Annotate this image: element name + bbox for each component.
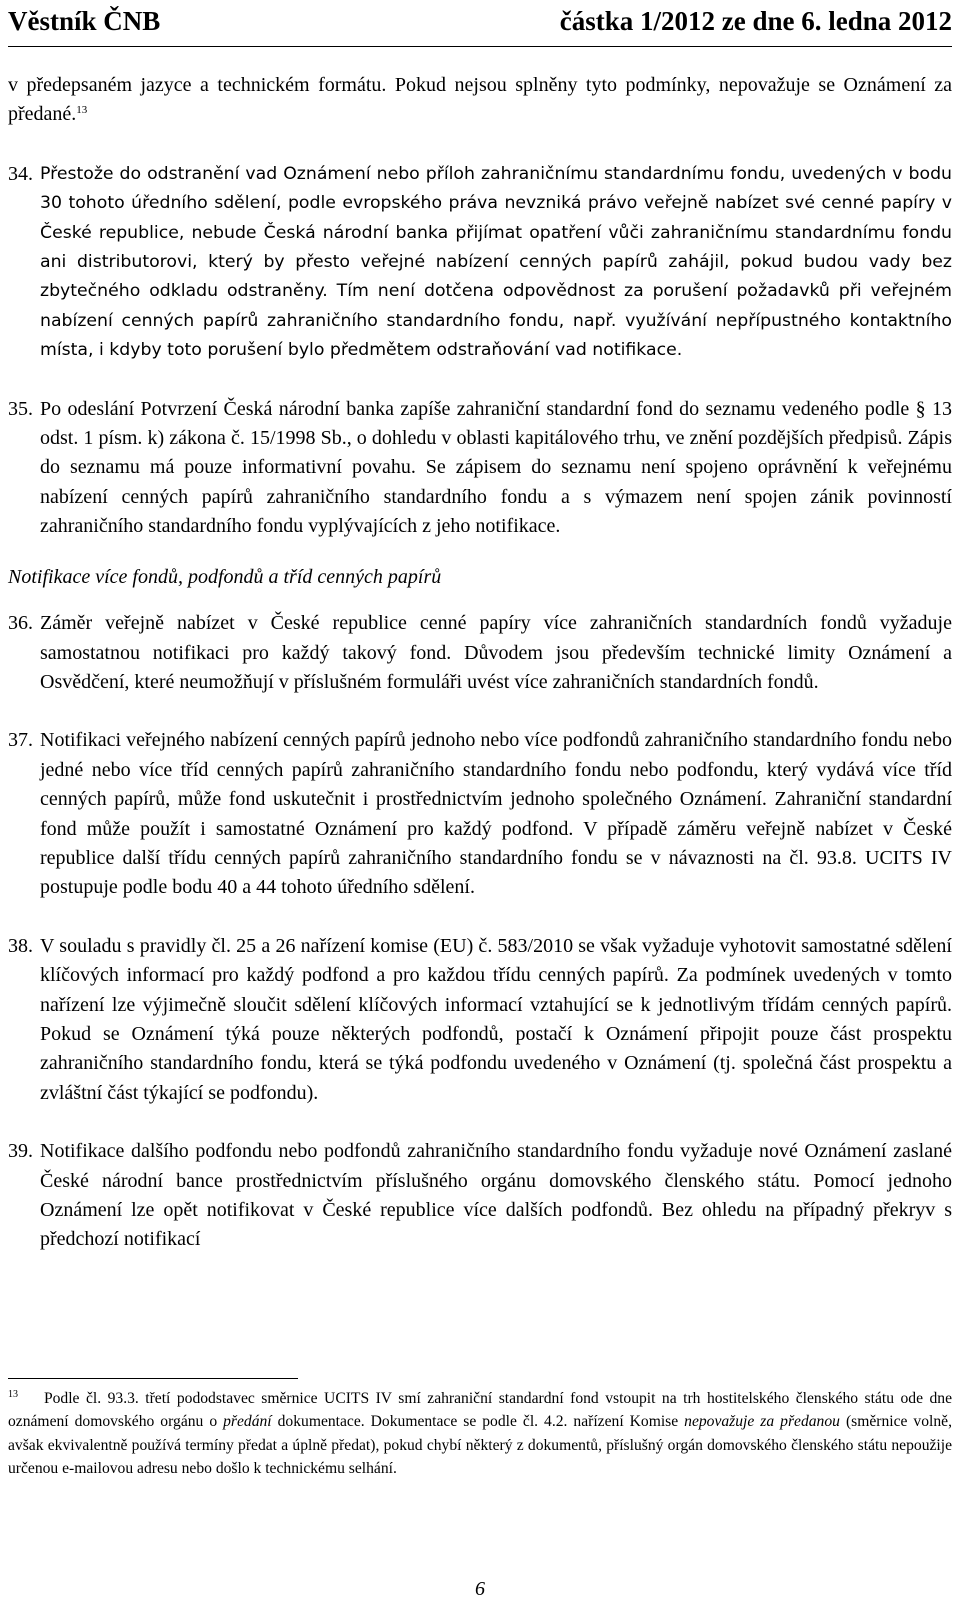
page-number: 6 [475, 1578, 485, 1600]
intro-text: v předepsaném jazyce a technickém formátu. Pokud nejsou splněny tyto podmínky, nepovažuje se Oznámení za předané. [8, 74, 952, 126]
item-text: V souladu s pravidly čl. 25 a 26 nařízení komise (EU) č. 583/2010 se však vyžaduje vyhotovit samostatné sdělení klíčových informací pro každý podfond a pro každou třídu cenných papírů. Za podmínek uvedených v tomto nařízení lze výjimečně sloučit sdělení klíčových informací vztahující se k jednotlivým třídám cenných papírů. Pokud se Oznámení týká pouze některých podfondů, postačí k Oznámení připojit pouze část prospektu zahraničního standardního fondu, která se týká podfondu uvedeného v Oznámení (tj. společná část prospektu a zvláštní část týkající se podfondu). [40, 934, 952, 1104]
list-item [8, 395, 952, 542]
item-number: 36. [8, 612, 33, 635]
item-number: 39. [8, 1140, 33, 1163]
footnote [8, 1387, 952, 1481]
item-text: Notifikace dalšího podfondu nebo podfondů zahraničního standardního fondu vyžaduje nové Oznámení zaslané České národní bance prostřednictvím příslušného orgánu domovského členského státu. Pomocí jednoho Oznámení lze opět notifikovat v České republice více dalších podfondů. Bez ohledu na případný překryv s předchozí notifikací [40, 1140, 952, 1251]
document-body [8, 71, 952, 1255]
intro-paragraph [8, 71, 952, 130]
list-item [8, 932, 952, 1108]
footnote-emphasis-2: nepovažuje za předanou [684, 1413, 840, 1431]
page-header [8, 2, 952, 47]
footnote-emphasis-1: předání [223, 1413, 272, 1431]
footnote-reference[interactable]: 13 [76, 104, 88, 117]
list-item [8, 1137, 952, 1255]
item-text: Přestože do odstranění vad Oznámení nebo příloh zahraničnímu standardnímu fondu, uvedených v bodu 30 tohoto úředního sdělení, podle evropského práva nevzniká právo veřejně nabízet své cenné papíry v České republice, nebude Česká národní banka přijímat opatření vůči zahraničnímu standardnímu fondu ani distributorovi, který by přesto veřejné nabízení cenných papírů zahájil, pokud budou vady bez zbytečného odkladu odstraněny. Tím není dotčena odpovědnost za porušení požadavků při veřejném nabízení cenných papírů zahraničního standardního fondu, např. využívání nepřípustného kontaktního místa, i kdyby toto porušení bylo předmětem odstraňování vad notifikace. [40, 163, 952, 361]
footnote-text-3: (směrnice volně, avšak ekvivalentně používá termíny předat a úplně předat), pokud chybí některý z dokumentů, příslušný orgán domovského členského státu nepoužije určenou e-mailovou adresu nebo došlo k technickému selhání. [8, 1413, 952, 1478]
issue-info: částka 1/2012 ze dne 6. ledna 2012 [559, 6, 952, 36]
footnote-text-2: dokumentace. Dokumentace se podle čl. 4.2. nařízení Komise [271, 1413, 685, 1431]
footnote-text-1: Podle čl. 93.3. třetí pododstavec směrnice UCITS IV smí zahraniční standardní fond vstoupit na trh hostitelského členského státu ode dne oznámení domovského orgánu o [8, 1390, 953, 1431]
item-text: Notifikaci veřejného nabízení cenných papírů jednoho nebo více podfondů zahraničního standardního fondu nebo jedné nebo více tříd cenných papírů zahraničního standardního fondu nebo podfondu, který vydává více tříd cenných papírů, může fond uskutečnit i prostřednictvím jednoho společného Oznámení. Zahraniční standardní fond může použít i samostatné Oznámení pro každý podfond. V případě záměru veřejně nabízet v České republice další třídu cenných papírů zahraničního standardního fondu se v návaznosti na čl. 93.8. UCITS IV postupuje podle bodu 40 a 44 tohoto úředního sdělení. [40, 729, 952, 899]
footnote-divider [8, 1378, 298, 1379]
section-heading: Notifikace více fondů, podfondů a tříd cenných papírů [8, 565, 442, 588]
journal-title: Věstník ČNB [8, 6, 161, 36]
list-item [8, 160, 952, 366]
item-text: Po odeslání Potvrzení Česká národní banka zapíše zahraniční standardní fond do seznamu vedeného podle § 13 odst. 1 písm. k) zákona č. 15/1998 Sb., o dohledu v oblasti kapitálového trhu, ve znění pozdějších předpisů. Zápis do seznamu má pouze informativní povahu. Se zápisem do seznamu není spojeno oprávnění k veřejnému nabízení cenných papírů zahraničního standardního fondu a s výmazem není spojen zánik povinností zahraničního standardního fondu vyplývajících z jeho notifikace. [40, 397, 952, 538]
item-text: Záměr veřejně nabízet v České republice cenné papíry více zahraničních standardních fondů vyžaduje samostatnou notifikaci pro každý takový fond. Důvodem jsou především technické limity Oznámení a Osvědčení, které neumožňují v příslušném formuláři uvést více zahraničních standardních fondů. [40, 612, 952, 693]
item-number: 37. [8, 729, 33, 752]
item-number: 35. [8, 397, 33, 420]
footnote-number: 13 [8, 1389, 18, 1400]
list-item [8, 609, 952, 697]
item-number: 34. [8, 162, 33, 185]
list-item [8, 726, 952, 902]
item-number: 38. [8, 934, 33, 957]
